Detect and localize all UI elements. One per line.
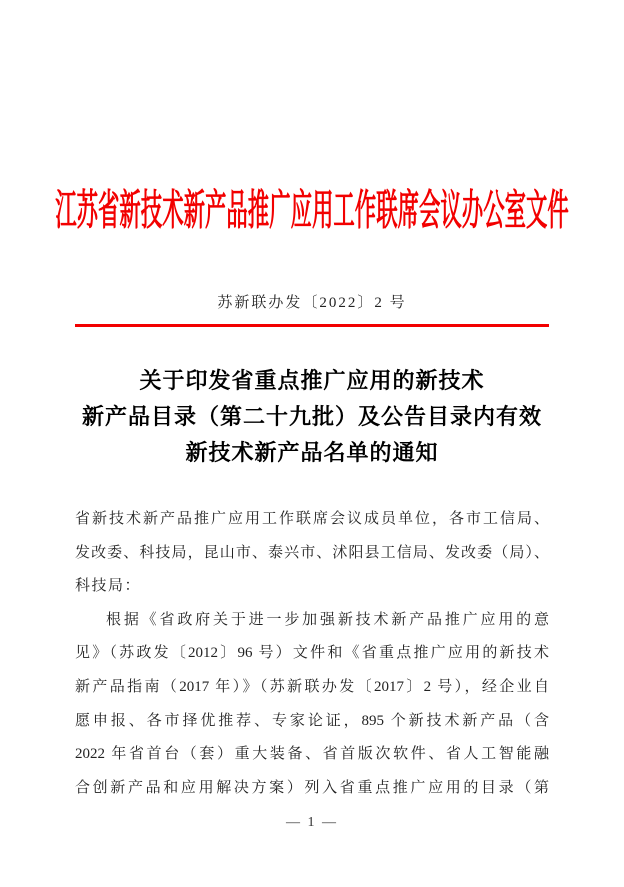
body-line: 新产品指南（2017 年）》（苏新联办发〔2017〕2 号），经企业自 (75, 678, 549, 695)
body-line: 见》（苏政发〔2012〕96 号）文件和《省重点推广应用的新技术 (75, 645, 549, 662)
title-line-3: 新技术新产品名单的通知 (185, 440, 439, 465)
title-line-2: 新产品目录（第二十九批）及公告目录内有效 (81, 404, 542, 429)
body-line: 2022 年省首台（套）重大装备、省首版次软件、省人工智能融 (75, 746, 549, 763)
document-body (75, 503, 549, 805)
body-line: 发改委、科技局，昆山市、泰兴市、沭阳县工信局、发改委（局）、 (75, 544, 549, 561)
body-line: 愿申报、各市择优推荐、专家论证，895 个新技术新产品（含 (75, 712, 549, 729)
body-line: 省新技术新产品推广应用工作联席会议成员单位，各市工信局、 (75, 511, 549, 527)
red-divider-line (75, 324, 549, 327)
issuing-office-title: 江苏省新技术新产品推广应用工作联席会议办公室文件 (55, 186, 569, 235)
document-title (40, 363, 584, 471)
title-line-1: 关于印发省重点推广应用的新技术 (139, 368, 485, 393)
page-number: — 1 — (286, 815, 338, 830)
body-line: 科技局： (75, 578, 142, 595)
document-number: 苏新联办发〔2022〕2 号 (217, 295, 407, 311)
red-header-banner (0, 182, 624, 240)
body-line: 合创新产品和应用解决方案）列入省重点推广应用的目录（第 (75, 779, 549, 796)
body-line: 根据《省政府关于进一步加强新技术新产品推广应用的意 (106, 611, 549, 628)
